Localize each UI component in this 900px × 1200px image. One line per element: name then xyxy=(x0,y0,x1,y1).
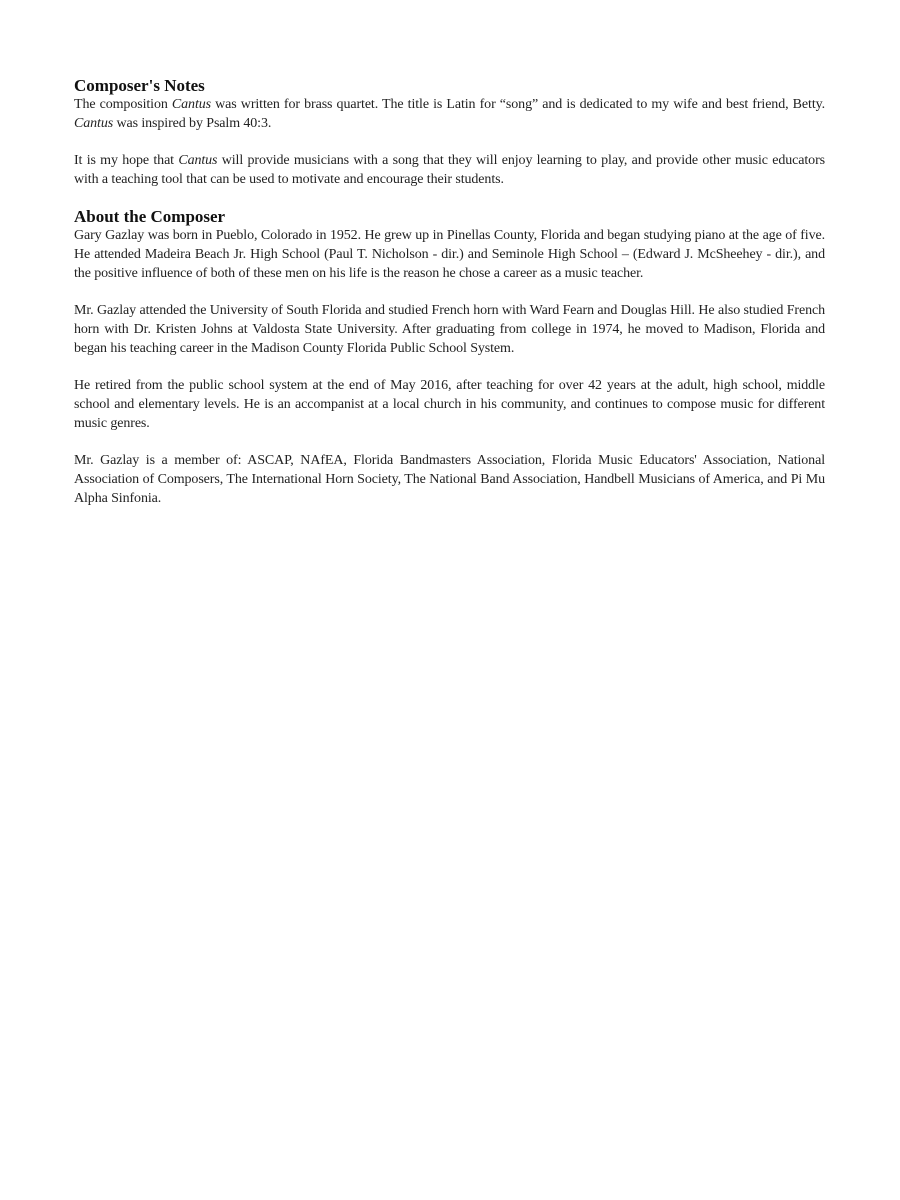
title-italic: Cantus xyxy=(74,116,114,131)
composers-notes-heading: Composer's Notes xyxy=(74,76,205,95)
about-paragraph-2: Mr. Gazlay attended the University of South Florida and studied French horn with Ward Fearn and Douglas Hill. He also studied French horn with Dr. Kristen Johns at Valdosta State University. After graduating from college in 1974, he moved to Madison, Florida and began his teaching career in the Madison County Florida Public School System. xyxy=(74,303,825,356)
about-composer-heading: About the Composer xyxy=(74,207,226,226)
composers-notes-paragraph-2 xyxy=(74,151,825,189)
text-run: It is my hope that xyxy=(74,153,179,168)
about-paragraph-3: He retired from the public school system at the end of May 2016, after teaching for over 42 years at the adult, high school, middle school and elementary levels. He is an accompanist at a local church in his community, and continues to compose music for different music genres. xyxy=(74,378,825,431)
text-run: will provide musicians with a song that they will enjoy learning to play, and provide other music educators with a teaching tool that can be used to motivate and encourage their students. xyxy=(74,153,825,187)
about-paragraph-4: Mr. Gazlay is a member of: ASCAP, NAfEA, Florida Bandmasters Association, Florida Music Educators' Association, National Association of Composers, The International Horn Society, The National Band Association, Handbell Musicians of America, and Pi Mu Alpha Sinfonia. xyxy=(74,453,825,506)
composers-notes-section xyxy=(74,76,825,189)
composers-notes-paragraph-1 xyxy=(74,95,825,133)
text-run: was written for brass quartet. The title is Latin for “song” and is dedicated to my wife and best friend, Betty. xyxy=(211,97,825,112)
about-paragraph-1: Gary Gazlay was born in Pueblo, Colorado in 1952. He grew up in Pinellas County, Florida and began studying piano at the age of five. He attended Madeira Beach Jr. High School (Paul T. Nicholson - dir.) and Seminole High School – (Edward J. McSheehey - dir.), and the positive influence of both of these men on his life is the reason he chose a career as a music teacher. xyxy=(74,228,825,281)
document-page xyxy=(74,76,825,526)
title-italic: Cantus xyxy=(178,153,218,168)
text-run: was inspired by Psalm 40:3. xyxy=(113,116,272,131)
text-run: The composition xyxy=(74,97,172,112)
about-composer-section xyxy=(74,207,825,508)
title-italic: Cantus xyxy=(171,97,211,112)
